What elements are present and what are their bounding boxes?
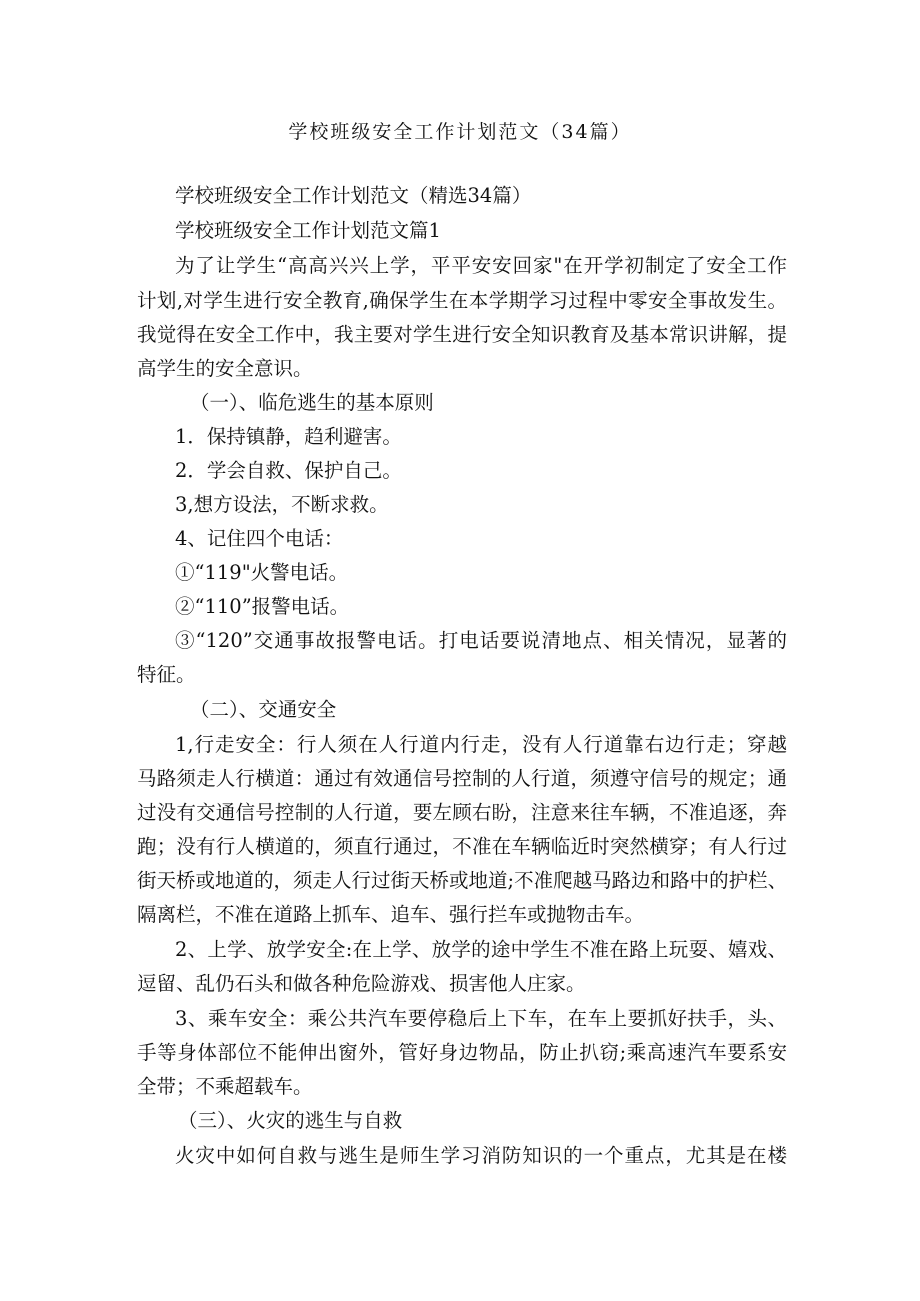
paragraph-line: 过没有交通信号控制的人行道，要左顾右盼，注意来往车辆，不准追逐，奔 — [137, 801, 787, 824]
document-title: 学校班级安全工作计划范文（34篇） — [288, 121, 632, 143]
subsection-heading: （二）、交通安全 — [190, 698, 337, 721]
paragraph-line: 高学生的安全意识。 — [137, 357, 313, 380]
list-item: 3,想方设法，不断求救。 — [175, 493, 389, 516]
paragraph-line: 街天桥或地道的，须走人行过街天桥或地道;不准爬越马路边和路中的护栏、 — [137, 869, 788, 892]
paragraph-line: 全带；不乘超载车。 — [137, 1075, 313, 1098]
list-item: ②“110”报警电话。 — [175, 595, 350, 618]
paragraph-line: 隔离栏，不准在道路上抓车、追车、强行拦车或抛物击车。 — [137, 903, 645, 926]
paragraph-line: 我觉得在安全工作中，我主要对学生进行安全知识教育及基本常识讲解，提 — [137, 323, 787, 346]
list-item: ①“119"火警电话。 — [175, 561, 349, 584]
paragraph-line: 3、乘车安全：乘公共汽车要停稳后上下车，在车上要抓好扶手，头、 — [175, 1007, 787, 1030]
paragraph-line: 1,行走安全：行人须在人行道内行走，没有人行道靠右边行走；穿越 — [175, 733, 787, 756]
list-item: 2．学会自救、保护自己。 — [175, 459, 402, 482]
paragraph-line: 特征。 — [137, 663, 196, 686]
subsection-heading: （三）、火灾的逃生与自救 — [178, 1109, 403, 1132]
paragraph-line: 2、上学、放学安全:在上学、放学的途中学生不准在路上玩耍、嬉戏、 — [175, 938, 787, 961]
subtitle-line: 学校班级安全工作计划范文（精选34篇） — [175, 184, 532, 207]
paragraph-line: 手等身体部位不能伸出窗外，管好身边物品，防止扒窃;乘高速汽车要系安 — [137, 1041, 787, 1064]
paragraph-line: 马路须走人行横道：通过有效通信号控制的人行道，须遵守信号的规定；通 — [137, 767, 787, 790]
list-item: 1．保持镇静，趋利避害。 — [175, 425, 402, 448]
list-item: ③“120”交通事故报警电话。打电话要说清地点、相关情况，显著的 — [175, 629, 787, 652]
section-heading: 学校班级安全工作计划范文篇1 — [175, 219, 441, 242]
paragraph-line: 计划,对学生进行安全教育,确保学生在本学期学习过程中零安全事故发生。 — [137, 289, 787, 312]
paragraph-line: 跑；没有行人横道的，须直行通过，不准在车辆临近时突然横穿；有人行过 — [137, 835, 787, 858]
paragraph-line: 火灾中如何自救与逃生是师生学习消防知识的一个重点，尤其是在楼 — [175, 1144, 787, 1167]
subsection-heading: （一）、临危逃生的基本原则 — [190, 391, 434, 414]
list-item: 4、记住四个电话： — [175, 527, 344, 550]
paragraph-line: 为了让学生“高高兴兴上学，平平安安回家"在开学初制定了安全工作 — [175, 254, 787, 277]
paragraph-line: 逗留、乱仍石头和做各种危险游戏、损害他人庄家。 — [137, 972, 586, 995]
